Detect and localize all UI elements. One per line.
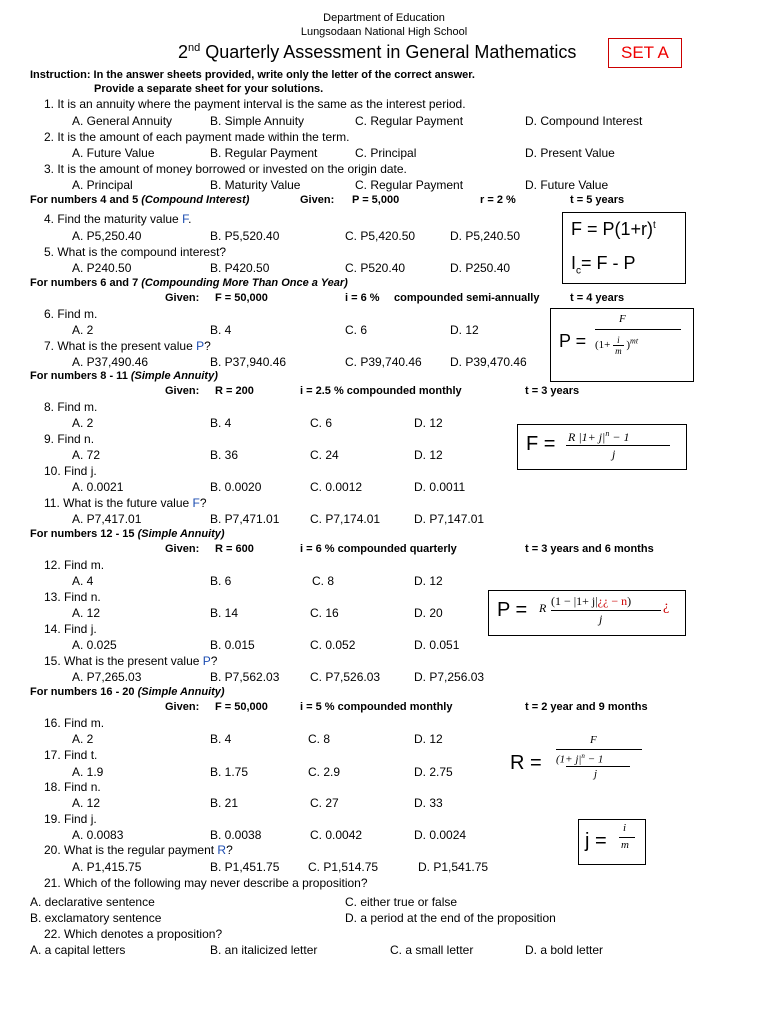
- q19-option-a: A. 0.0083: [72, 828, 124, 842]
- compound-interest-formula-box: [562, 212, 686, 284]
- section-2-compounding: compounded semi-annually: [394, 292, 540, 304]
- section-3-heading: For numbers 8 - 11 (Simple Annuity): [30, 370, 218, 382]
- q16-option-b: B. 4: [210, 732, 232, 746]
- q15-option-c: C. P7,526.03: [310, 670, 381, 684]
- q9-option-c: C. 24: [310, 448, 339, 462]
- present-value-denominator: (1+ $\frac{i}{m}$ )$^{mt}$: [595, 335, 639, 356]
- section-4-rate: i = 6 % compounded quarterly: [300, 543, 457, 555]
- q20-option-a: A. P1,415.75: [72, 860, 142, 874]
- q15-option-b: B. P7,562.03: [210, 670, 280, 684]
- question-4: 4. Find the maturity value F.: [44, 212, 192, 226]
- q14-option-c: C. 0.052: [310, 638, 356, 652]
- periodic-rate-fraction-bar: [619, 837, 635, 838]
- section-4-time: t = 3 years and 6 months: [525, 543, 654, 555]
- q16-option-a: A. 2: [72, 732, 94, 746]
- q9-option-a: A. 72: [72, 448, 101, 462]
- q13-option-d: D. 20: [414, 606, 443, 620]
- q8-option-b: B. 4: [210, 416, 232, 430]
- q21-option-a: A. declarative sentence: [30, 895, 155, 909]
- question-10: 10. Find j.: [44, 464, 97, 478]
- q12-option-b: B. 6: [210, 574, 232, 588]
- question-1: 1. It is an annuity where the payment interval is the same as the interest period.: [44, 97, 466, 111]
- section-3-payment: R = 200: [215, 385, 254, 397]
- present-value-annuity-formula-box: [488, 590, 686, 636]
- q13-option-b: B. 14: [210, 606, 239, 620]
- question-6: 6. Find m.: [44, 307, 98, 321]
- regular-payment-den-denominator: j: [594, 768, 598, 780]
- q22-option-a: A. a capital letters: [30, 943, 126, 957]
- question-11: 11. What is the future value F?: [44, 496, 207, 510]
- q6-option-c: C. 6: [345, 323, 368, 337]
- future-value-denominator: j: [612, 447, 616, 461]
- q19-option-b: B. 0.0038: [210, 828, 262, 842]
- question-16: 16. Find m.: [44, 716, 105, 730]
- q22-option-b: B. an italicized letter: [210, 943, 318, 957]
- present-value-compound-formula-box: [550, 308, 694, 382]
- q14-option-d: D. 0.051: [414, 638, 460, 652]
- q20-option-d: D. P1,541.75: [418, 860, 489, 874]
- present-value-annuity-r: R: [539, 601, 547, 615]
- q12-option-a: A. 4: [72, 574, 94, 588]
- q4-option-c: C. P5,420.50: [345, 229, 416, 243]
- present-value-annuity-numerator: (1 − |1+ j|¿¿ − n): [551, 594, 632, 608]
- q2-option-d: D. Present Value: [525, 146, 615, 160]
- section-5-future-value: F = 50,000: [215, 701, 268, 713]
- present-value-fraction-bar: [595, 329, 681, 330]
- q9-option-b: B. 36: [210, 448, 239, 462]
- question-15: 15. What is the present value P?: [44, 654, 218, 668]
- q22-option-c: C. a small letter: [390, 943, 474, 957]
- q3-option-a: A. Principal: [72, 178, 133, 192]
- q21-option-b: B. exclamatory sentence: [30, 911, 162, 925]
- section-1-principal: P = 5,000: [352, 194, 400, 206]
- q4-option-d: D. P5,240.50: [450, 229, 521, 243]
- q10-option-b: B. 0.0020: [210, 480, 262, 494]
- q3-option-d: D. Future Value: [525, 178, 609, 192]
- q16-option-d: D. 12: [414, 732, 443, 746]
- q18-option-d: D. 33: [414, 796, 443, 810]
- maturity-value-formula: $F = P(1+r)^t$: [571, 219, 656, 239]
- section-4-heading: For numbers 12 - 15 (Simple Annuity): [30, 528, 225, 540]
- q13-option-a: A. 12: [72, 606, 101, 620]
- section-1-rate: r = 2 %: [480, 194, 516, 206]
- section-2-time: t = 4 years: [570, 292, 625, 304]
- q7-option-a: A. P37,490.46: [72, 355, 149, 369]
- present-value-lhs: P =: [559, 331, 587, 351]
- instruction-line-2: Provide a separate sheet for your solutions.: [94, 83, 324, 95]
- compound-interest-formula: $I_c= F - P$: [571, 253, 636, 277]
- q6-option-a: A. 2: [72, 323, 94, 337]
- regular-payment-inner-bar: [566, 766, 630, 767]
- regular-payment-fraction-bar: [556, 749, 642, 750]
- section-5-time: t = 2 year and 9 months: [525, 701, 648, 713]
- question-12: 12. Find m.: [44, 558, 105, 572]
- q17-option-b: B. 1.75: [210, 765, 249, 779]
- q7-option-c: C. P39,740.46: [345, 355, 422, 369]
- regular-payment-numerator: F: [590, 734, 597, 746]
- page-title: 2nd Quarterly Assessment in General Mathematics: [178, 42, 577, 62]
- section-5-rate: i = 5 % compounded monthly: [300, 701, 453, 713]
- q18-option-c: C. 27: [310, 796, 339, 810]
- q7-option-b: B. P37,940.46: [210, 355, 287, 369]
- q19-option-c: C. 0.0042: [310, 828, 363, 842]
- present-value-annuity-lhs: P =: [497, 599, 528, 621]
- q18-option-a: A. 12: [72, 796, 101, 810]
- section-4-given: Given:: [165, 543, 200, 555]
- regular-payment-formula: [510, 734, 680, 794]
- section-2-given: Given:: [165, 292, 200, 304]
- q1-option-d: D. Compound Interest: [525, 114, 643, 128]
- q13-option-c: C. 16: [310, 606, 339, 620]
- question-5: 5. What is the compound interest?: [44, 245, 227, 259]
- q21-option-c: C. either true or false: [345, 895, 458, 909]
- question-19: 19. Find j.: [44, 812, 97, 826]
- section-4-payment: R = 600: [215, 543, 254, 555]
- q6-option-d: D. 12: [450, 323, 479, 337]
- periodic-rate-formula-box: [578, 819, 646, 865]
- q10-option-a: A. 0.0021: [72, 480, 124, 494]
- q11-option-b: B. P7,471.01: [210, 512, 280, 526]
- section-5-given: Given:: [165, 701, 200, 713]
- q18-option-b: B. 21: [210, 796, 239, 810]
- q11-option-d: D. P7,147.01: [414, 512, 485, 526]
- q5-option-c: C. P520.40: [345, 261, 406, 275]
- question-3: 3. It is the amount of money borrowed or invested on the origin date.: [44, 162, 407, 176]
- question-7: 7. What is the present value P?: [44, 339, 211, 353]
- q8-option-d: D. 12: [414, 416, 443, 430]
- q12-option-c: C. 8: [312, 574, 335, 588]
- present-value-annuity-fraction-bar: [551, 610, 661, 611]
- present-value-annuity-denominator: j: [599, 612, 603, 626]
- periodic-rate-denominator: m: [621, 839, 629, 851]
- q16-option-c: C. 8: [308, 732, 331, 746]
- future-value-fraction-bar: [566, 445, 670, 446]
- q14-option-b: B. 0.015: [210, 638, 255, 652]
- question-18: 18. Find n.: [44, 780, 101, 794]
- set-label: SET A: [608, 38, 682, 68]
- q3-option-c: C. Regular Payment: [355, 178, 464, 192]
- question-8: 8. Find m.: [44, 400, 98, 414]
- section-2-rate: i = 6 %: [345, 292, 380, 304]
- q11-option-a: A. P7,417.01: [72, 512, 142, 526]
- section-5-heading: For numbers 16 - 20 (Simple Annuity): [30, 686, 225, 698]
- question-22: 22. Which denotes a proposition?: [44, 927, 223, 941]
- q7-option-d: D. P39,470.46: [450, 355, 527, 369]
- regular-payment-den-numerator: ($1+ j|^n - 1$: [556, 752, 604, 766]
- section-1-time: t = 5 years: [570, 194, 625, 206]
- section-2-heading: For numbers 6 and 7 (Compounding More Than Once a Year): [30, 277, 348, 289]
- q3-option-b: B. Maturity Value: [210, 178, 301, 192]
- future-value-annuity-formula-box: [517, 424, 687, 470]
- q12-option-d: D. 12: [414, 574, 443, 588]
- present-value-annuity-tail: ¿: [663, 599, 670, 614]
- q11-option-c: C. P7,174.01: [310, 512, 381, 526]
- future-value-numerator: R $|1+ j|^n - 1$: [568, 429, 630, 444]
- q17-option-d: D. 2.75: [414, 765, 453, 779]
- q22-option-d: D. a bold letter: [525, 943, 604, 957]
- q14-option-a: A. 0.025: [72, 638, 117, 652]
- q10-option-d: D. 0.0011: [414, 480, 466, 494]
- question-13: 13. Find n.: [44, 590, 101, 604]
- q15-option-d: D. P7,256.03: [414, 670, 485, 684]
- section-3-time: t = 3 years: [525, 385, 580, 397]
- q10-option-c: C. 0.0012: [310, 480, 363, 494]
- q5-option-d: D. P250.40: [450, 261, 511, 275]
- q19-option-d: D. 0.0024: [414, 828, 467, 842]
- q8-option-c: C. 6: [310, 416, 333, 430]
- q2-option-a: A. Future Value: [72, 146, 155, 160]
- school-name: Lungsodaan National High School: [300, 26, 468, 38]
- q17-option-a: A. 1.9: [72, 765, 104, 779]
- q15-option-a: A. P7,265.03: [72, 670, 142, 684]
- section-1-heading: For numbers 4 and 5 (Compound Interest): [30, 194, 250, 206]
- section-1-given: Given:: [300, 194, 335, 206]
- question-17: 17. Find t.: [44, 748, 98, 762]
- regular-payment-lhs: R =: [510, 752, 542, 774]
- periodic-rate-numerator: i: [623, 822, 627, 834]
- q17-option-c: C. 2.9: [308, 765, 341, 779]
- q21-option-d: D. a period at the end of the proposition: [345, 911, 556, 925]
- q2-option-b: B. Regular Payment: [210, 146, 318, 160]
- q1-option-c: C. Regular Payment: [355, 114, 464, 128]
- q4-option-a: A. P5,250.40: [72, 229, 142, 243]
- present-value-numerator: F: [619, 313, 626, 325]
- q20-option-c: C. P1,514.75: [308, 860, 379, 874]
- department-name: Department of Education: [323, 12, 445, 24]
- q9-option-d: D. 12: [414, 448, 443, 462]
- q1-option-a: A. General Annuity: [72, 114, 173, 128]
- future-value-lhs: F =: [526, 433, 556, 455]
- question-14: 14. Find j.: [44, 622, 97, 636]
- q5-option-a: A. P240.50: [72, 261, 132, 275]
- section-3-rate: i = 2.5 % compounded monthly: [300, 385, 462, 397]
- q5-option-b: B. P420.50: [210, 261, 270, 275]
- q4-option-b: B. P5,520.40: [210, 229, 280, 243]
- question-2: 2. It is the amount of each payment made within the term.: [44, 130, 350, 144]
- q8-option-a: A. 2: [72, 416, 94, 430]
- instruction-line-1: Instruction: In the answer sheets provided, write only the letter of the correct answer.: [30, 69, 475, 81]
- section-2-future-value: F = 50,000: [215, 292, 268, 304]
- q2-option-c: C. Principal: [355, 146, 417, 160]
- periodic-rate-lhs: j =: [585, 830, 607, 852]
- q6-option-b: B. 4: [210, 323, 232, 337]
- q20-option-b: B. P1,451.75: [210, 860, 280, 874]
- question-21: 21. Which of the following may never describe a proposition?: [44, 876, 368, 890]
- question-9: 9. Find n.: [44, 432, 95, 446]
- question-20: 20. What is the regular payment R?: [44, 843, 233, 857]
- section-3-given: Given:: [165, 385, 200, 397]
- q1-option-b: B. Simple Annuity: [210, 114, 305, 128]
